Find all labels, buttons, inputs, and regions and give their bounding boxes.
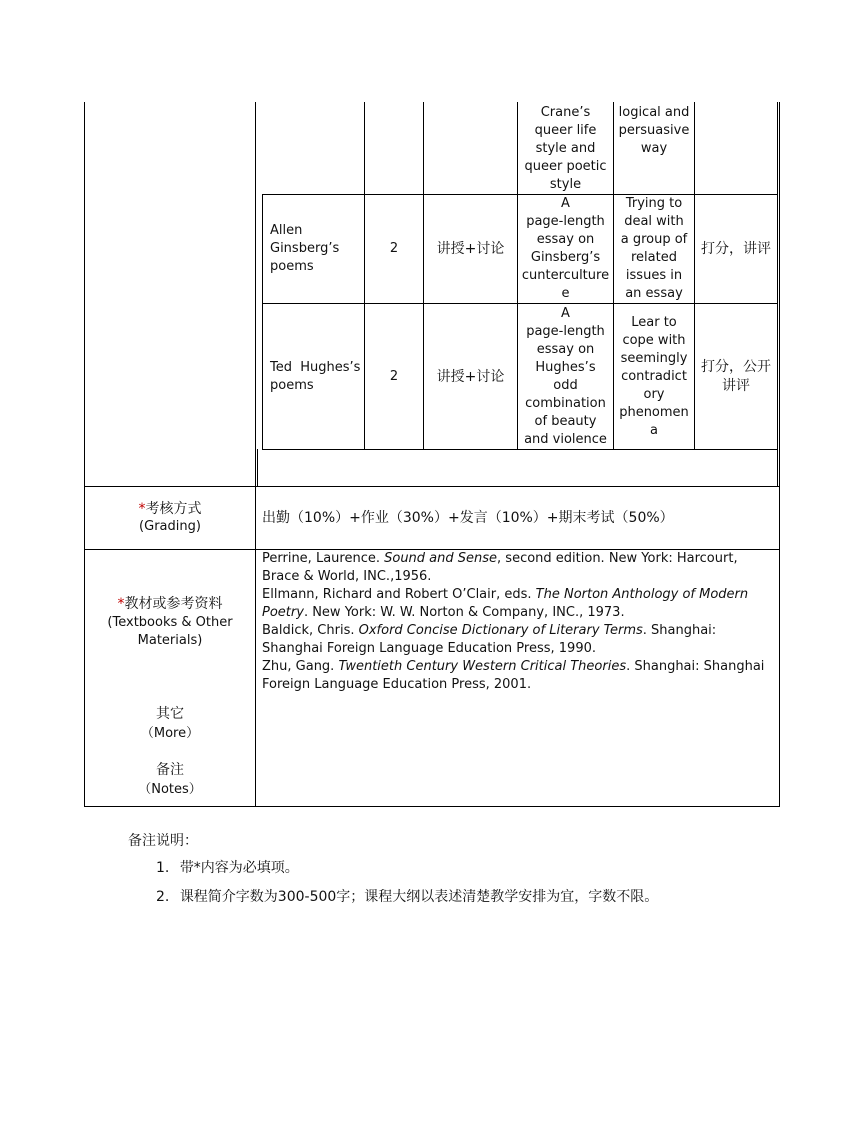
schedule-assessment-cell: 打分，讲评	[701, 241, 771, 257]
more-label	[85, 704, 255, 744]
reference-item: Ellmann, Richard and Robert O’Clair, eds. The Norton Anthology of Modern Poetry. New York: W. W. Norton & Company, INC., 1973.	[262, 587, 749, 620]
required-star: *	[138, 501, 146, 517]
inner-left-border	[262, 194, 263, 450]
schedule-hours-cell: 2	[389, 368, 399, 384]
grading-value: 出勤（10%）+作业（30%）+发言（10%）+期末考试（50%）	[262, 510, 674, 526]
footnote-number: 1.	[156, 860, 170, 876]
required-star: *	[117, 596, 125, 612]
footnote-text: 课程简介字数为300-500字；课程大纲以表述清楚教学安排为宜，字数不限。	[179, 889, 659, 905]
schedule-method-cell: 讲授+讨论	[436, 368, 505, 385]
reference-item: Perrine, Laurence. Sound and Sense, second edition. New York: Harcourt, Brace & World, INC.,1956.	[262, 551, 738, 584]
schedule-method-cell: 讲授+讨论	[436, 241, 505, 257]
reference-item: Zhu, Gang. Twentieth Century Western Critical Theories. Shanghai: Shanghai Foreign Language Education Press, 2001.	[262, 659, 765, 692]
label-column-divider	[255, 102, 256, 807]
references-list	[262, 550, 774, 694]
grading-label	[85, 487, 255, 549]
reference-item: Baldick, Chris. Oxford Concise Dictionary of Literary Terms. Shanghai: Shanghai Foreign Language Education Press, 1990.	[262, 623, 717, 656]
notes-label	[85, 760, 255, 800]
outer-left-border	[84, 102, 85, 807]
schedule-objective-cell: logical and persuasive way	[618, 105, 690, 156]
footnote-number: 2.	[156, 889, 170, 905]
schedule-hours-cell: 2	[389, 241, 399, 256]
outer-right-border	[779, 102, 780, 807]
textbooks-label	[85, 594, 255, 650]
grading-label-cn: 考核方式	[145, 501, 202, 517]
more-label-en: （More）	[140, 726, 200, 741]
schedule-assignment-cell: A page-length essay on Hughes’s odd combination of beauty and violence	[524, 305, 607, 447]
more-label-cn: 其它	[156, 706, 184, 722]
schedule-assignment-cell: Crane’s queer life style and queer poetic style	[524, 104, 607, 192]
footnote-item	[156, 886, 658, 906]
inner-right-border	[777, 102, 778, 450]
footnote-text: 带*内容为必填项。	[179, 860, 299, 876]
schedule-assignment-cell: A page-length essay on Ginsberg’s cunterculture e	[521, 196, 610, 301]
schedule-objective-cell: Lear to cope with seemingly contradict ory phenomen a	[619, 314, 689, 438]
blank-row-right-border	[777, 449, 778, 486]
grading-label-en: (Grading)	[139, 519, 201, 534]
notes-label-cn: 备注	[156, 762, 184, 778]
schedule-topic-cell: Allen Ginsberg’s poems	[270, 223, 340, 274]
schedule-objective-cell: Trying to deal with a group of related issues in an essay	[620, 196, 688, 301]
schedule-assessment-cell: 打分，公开 讲评	[701, 358, 771, 394]
inner-row-divider-3	[262, 449, 778, 450]
blank-row-left-border	[257, 449, 258, 486]
notes-label-en: （Notes）	[138, 782, 202, 797]
textbooks-label-cn: 教材或参考资料	[124, 596, 223, 612]
schedule-topic-cell: Ted Hughes’s poems	[270, 359, 361, 393]
textbooks-label-en: (Textbooks & Other Materials)	[107, 615, 233, 648]
footnotes-title: 备注说明：	[128, 833, 198, 849]
table-bottom-border	[84, 806, 780, 807]
footnote-item	[156, 857, 299, 877]
